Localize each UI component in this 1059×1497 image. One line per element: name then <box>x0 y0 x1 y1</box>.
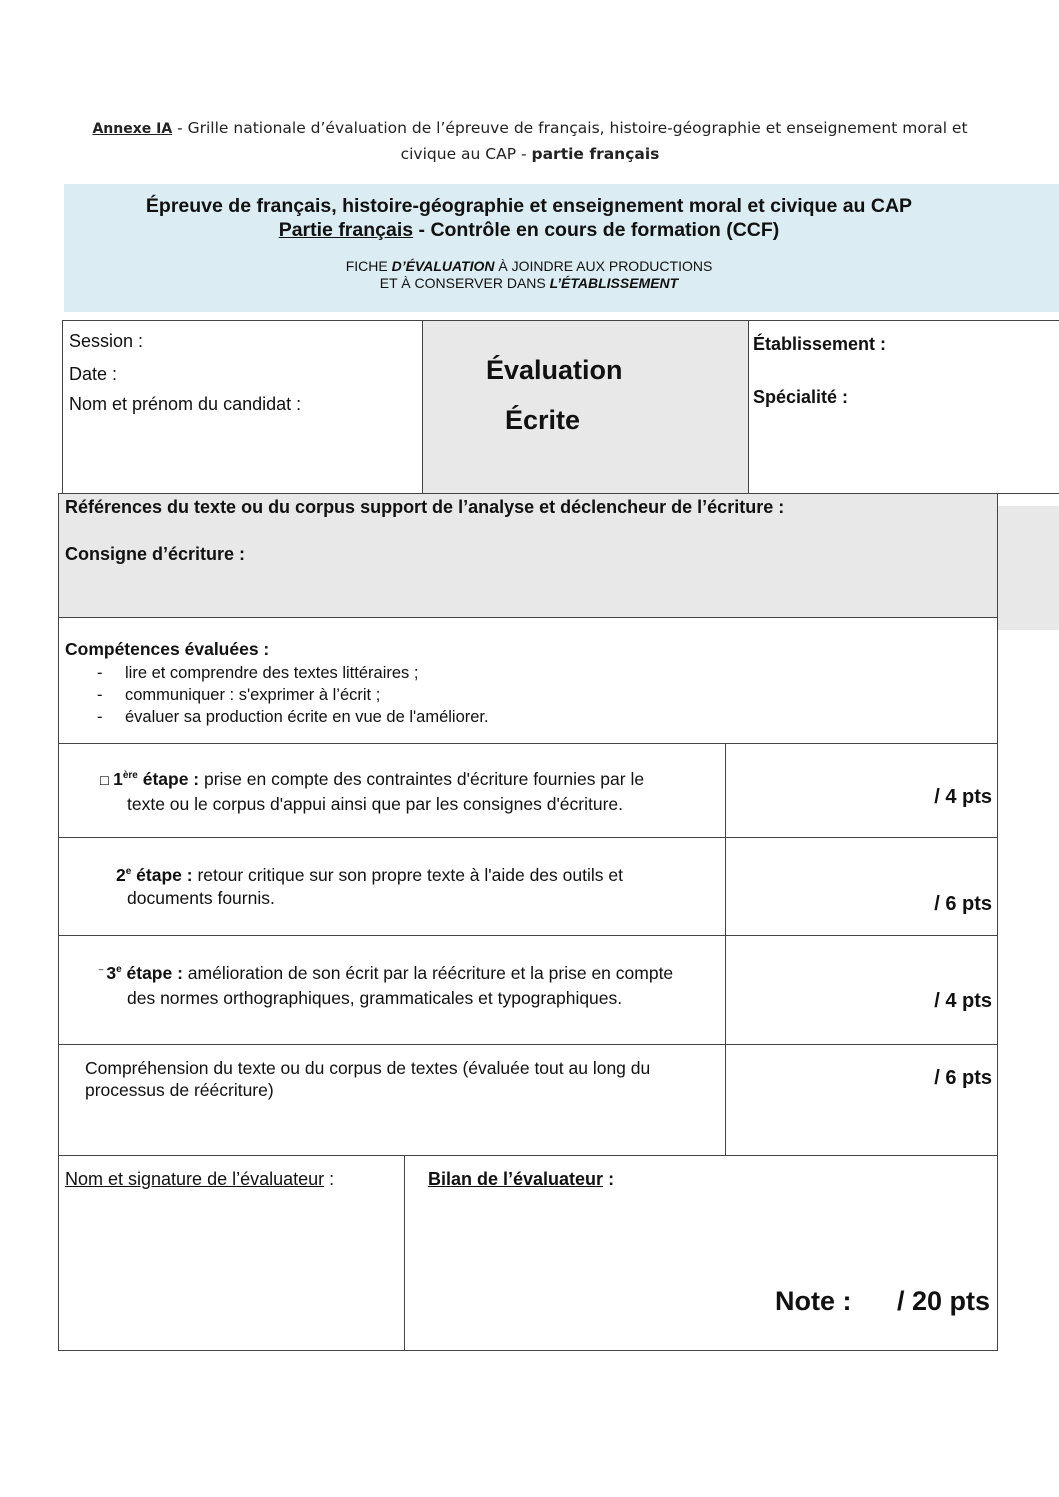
step3-text2: des normes orthographiques, grammaticales et typographiques. <box>127 987 623 1008</box>
references-label: Références du texte ou du corpus support de l’analyse et déclencheur de l’écriture : <box>65 497 785 517</box>
comprehension-text2: processus de réécriture) <box>85 1080 274 1100</box>
banner-sub1-a: FICHE <box>345 258 392 274</box>
bilan-label-text: Bilan de l’évaluateur <box>428 1169 604 1189</box>
banner-sub1-b: D’ÉVALUATION <box>391 258 495 274</box>
banner-sub2-b: L’ÉTABLISSEMENT <box>549 275 679 291</box>
step2-text <box>116 860 623 910</box>
note-label: Note : <box>775 1286 852 1316</box>
step1-text1: prise en compte des contraintes d'écriture fournies par le <box>199 768 645 789</box>
step2-sup: e <box>125 866 132 877</box>
evaluation-type-cell <box>422 320 749 494</box>
step3-score-cell[interactable] <box>725 935 998 1045</box>
step3-text1: amélioration de son écrit par la réécriture et la prise en compte <box>182 962 674 983</box>
school-label: Établissement : <box>753 334 887 354</box>
step3-text <box>99 958 673 1010</box>
step3-cell <box>58 935 726 1045</box>
step1-marker: ☐ <box>99 773 114 788</box>
comprehension-cell <box>58 1044 726 1156</box>
annex-line2a: civique au CAP - <box>400 145 532 163</box>
step1-cell <box>58 743 726 838</box>
step2-cell <box>58 837 726 936</box>
annex-line2b: partie français <box>531 145 660 163</box>
date-label: Date : <box>69 364 118 384</box>
competences-cell <box>58 617 998 744</box>
session-label: Session : <box>69 331 144 351</box>
banner-sub1-c: À JOINDRE AUX PRODUCTIONS <box>494 258 713 274</box>
evaluator-label <box>65 1169 334 1190</box>
step1-sup: ère <box>122 770 138 781</box>
step3-label: étape : <box>121 962 183 983</box>
step1-text <box>99 764 644 816</box>
comprehension-points: / 6 pts <box>934 1067 992 1089</box>
step2-points: / 6 pts <box>934 893 992 915</box>
competence-item: - communiquer : s'exprimer à l’écrit ; <box>65 684 489 706</box>
candidate-name-label: Nom et prénom du candidat : <box>69 394 302 414</box>
step1-label: étape : <box>137 768 200 789</box>
annex-header <box>40 116 1020 167</box>
step1-points: / 4 pts <box>934 786 992 808</box>
side-shade <box>997 506 1059 630</box>
step2-text1: retour critique sur son propre texte à l'aide des outils et <box>192 864 623 885</box>
comprehension-text1: Compréhension du texte ou du corpus de textes (évaluée tout au long du <box>85 1058 651 1078</box>
consigne-label: Consigne d’écriture : <box>65 544 246 564</box>
speciality-label: Spécialité : <box>753 387 849 407</box>
annex-label: Annexe IA <box>92 121 173 137</box>
banner-sub2-a: ET À CONSERVER DANS <box>379 275 550 291</box>
candidate-info-cell[interactable] <box>62 320 423 494</box>
note-total: / 20 pts <box>896 1286 990 1316</box>
competences-title: Compétences évaluées : <box>65 639 270 659</box>
references-cell[interactable] <box>58 493 998 618</box>
step3-marker: ‾ <box>99 967 107 982</box>
title-banner <box>64 184 1059 312</box>
step3-num: 3 <box>106 962 117 983</box>
step2-label: étape : <box>131 864 193 885</box>
step3-points: / 4 pts <box>934 990 992 1012</box>
step2-score-cell[interactable] <box>725 837 998 936</box>
bilan-label-colon: : <box>603 1169 615 1189</box>
bilan-label <box>428 1169 614 1190</box>
evaluation-title: Évaluation <box>486 355 623 385</box>
evaluator-label-colon: : <box>324 1169 335 1189</box>
bilan-cell[interactable] <box>404 1155 998 1351</box>
step2-num: 2 <box>116 864 126 885</box>
banner-title-line1: Épreuve de français, histoire-géographie et enseignement moral et civique au CAP <box>145 195 913 217</box>
step2-text2: documents fournis. <box>127 887 275 908</box>
competence-item: - évaluer sa production écrite en vue de l'améliorer. <box>65 706 489 728</box>
step1-num: 1 <box>113 768 123 789</box>
step1-text2: texte ou le corpus d'appui ainsi que par les consignes d'écriture. <box>127 793 624 814</box>
banner-title <box>64 194 994 242</box>
school-info-cell[interactable] <box>748 320 1059 494</box>
evaluation-subtitle: Écrite <box>505 405 581 435</box>
banner-title-underlined: Partie français <box>278 219 414 241</box>
evaluator-signature-cell[interactable] <box>58 1155 405 1351</box>
comprehension-score-cell[interactable] <box>725 1044 998 1156</box>
competences-list <box>65 662 489 728</box>
comprehension-text <box>85 1057 650 1101</box>
step1-score-cell[interactable] <box>725 743 998 838</box>
banner-title-rest: - Contrôle en cours de formation (CCF) <box>413 219 780 241</box>
annex-line1: - Grille nationale d’évaluation de l’épreuve de français, histoire-géographie et enseignement moral et <box>172 119 968 137</box>
step3-sup: e <box>116 964 122 975</box>
evaluator-label-text: Nom et signature de l’évaluateur <box>65 1169 325 1189</box>
competence-item: - lire et comprendre des textes littéraires ; <box>65 662 489 684</box>
banner-subtitle <box>64 258 994 292</box>
